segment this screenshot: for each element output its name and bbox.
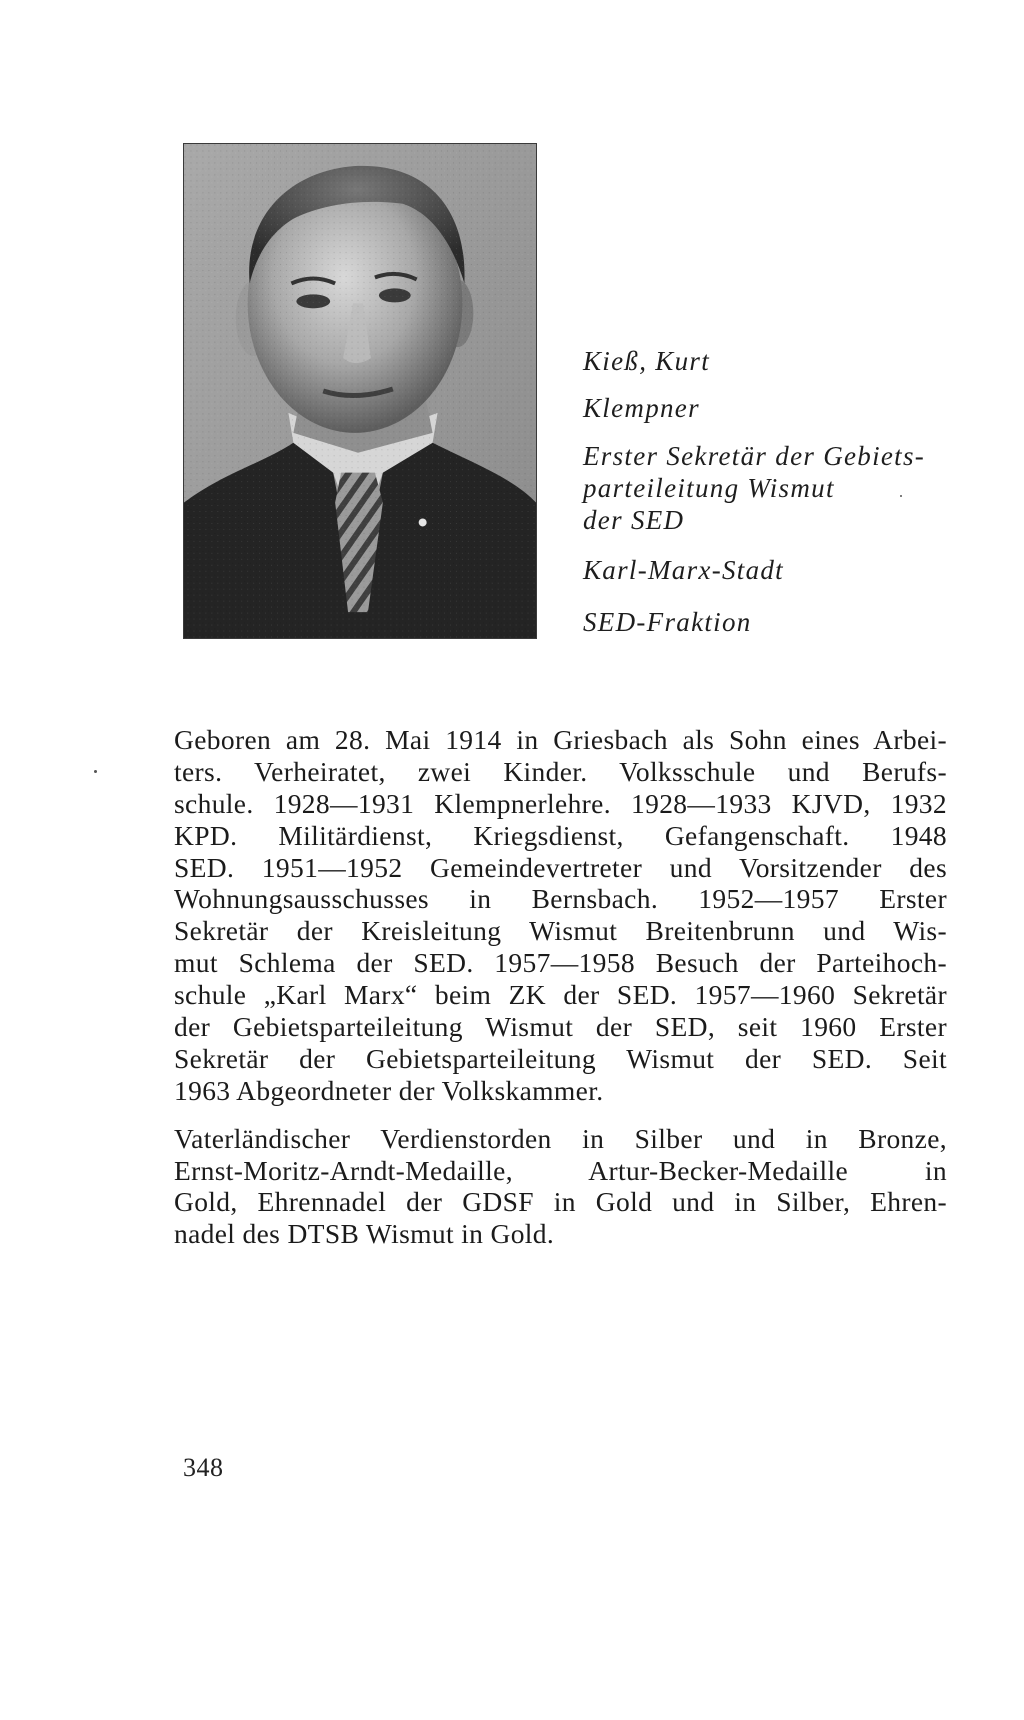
person-city: Karl-Marx-Stadt bbox=[583, 555, 784, 585]
awards-paragraph bbox=[174, 1123, 947, 1251]
text-line: Geboren am 28. Mai 1914 in Griesbach als Sohn eines Arbei- bbox=[174, 724, 947, 755]
biography-paragraph bbox=[174, 724, 947, 1107]
person-occupation: Klempner bbox=[583, 393, 700, 423]
page-number: 348 bbox=[183, 1453, 224, 1482]
person-name: Kieß, Kurt bbox=[583, 346, 711, 376]
portrait-photo bbox=[183, 143, 537, 639]
text-line: Wohnungsausschusses in Bernsbach. 1952—1957 Erster bbox=[174, 883, 947, 915]
text-line: KPD. Militärdienst, Kriegsdienst, Gefangenschaft. 1948 bbox=[174, 819, 947, 851]
text-line: nadel des DTSB Wismut in Gold. bbox=[174, 1218, 555, 1250]
position-line: der SED bbox=[583, 505, 685, 535]
position-line: parteileitung Wismut bbox=[583, 473, 835, 503]
print-speck bbox=[94, 770, 97, 773]
text-line: Sekretär der Gebietsparteileitung Wismut der SED. Seit bbox=[174, 1042, 947, 1074]
text-line: ters. Verheiratet, zwei Kinder. Volksschule und Berufs- bbox=[174, 755, 947, 787]
text-line: Vaterländischer Verdienstorden in Silber und in Bronze, bbox=[174, 1122, 947, 1154]
text-line: 1963 Abgeordneter der Volkskammer. bbox=[174, 1074, 604, 1106]
person-faction: SED-Fraktion bbox=[583, 607, 752, 637]
text-line: der Gebietsparteileitung Wismut der SED, seit 1960 Erster bbox=[174, 1011, 947, 1043]
text-line: Sekretär der Kreisleitung Wismut Breitenbrunn und Wis- bbox=[174, 915, 947, 947]
entry-caption bbox=[583, 345, 983, 658]
text-line: Gold, Ehrennadel der GDSF in Gold und in Silber, Ehren- bbox=[174, 1186, 947, 1218]
text-line: Ernst-Moritz-Arndt-Medaille, Artur-Becker-Medaille in bbox=[174, 1154, 947, 1186]
person-position bbox=[583, 440, 983, 536]
text-line: SED. 1951—1952 Gemeindevertreter und Vorsitzender des bbox=[174, 851, 947, 883]
text-line: schule. 1928—1931 Klempnerlehre. 1928—1933 KJVD, 1932 bbox=[174, 787, 947, 819]
text-line: mut Schlema der SED. 1957—1958 Besuch der Parteihoch- bbox=[174, 947, 947, 979]
print-speck bbox=[900, 495, 902, 497]
biography bbox=[174, 724, 947, 1266]
portrait-image bbox=[184, 144, 536, 638]
text-line: schule „Karl Marx“ beim ZK der SED. 1957—1960 Sekretär bbox=[174, 979, 947, 1011]
position-line: Erster Sekretär der Gebiets- bbox=[583, 441, 926, 471]
